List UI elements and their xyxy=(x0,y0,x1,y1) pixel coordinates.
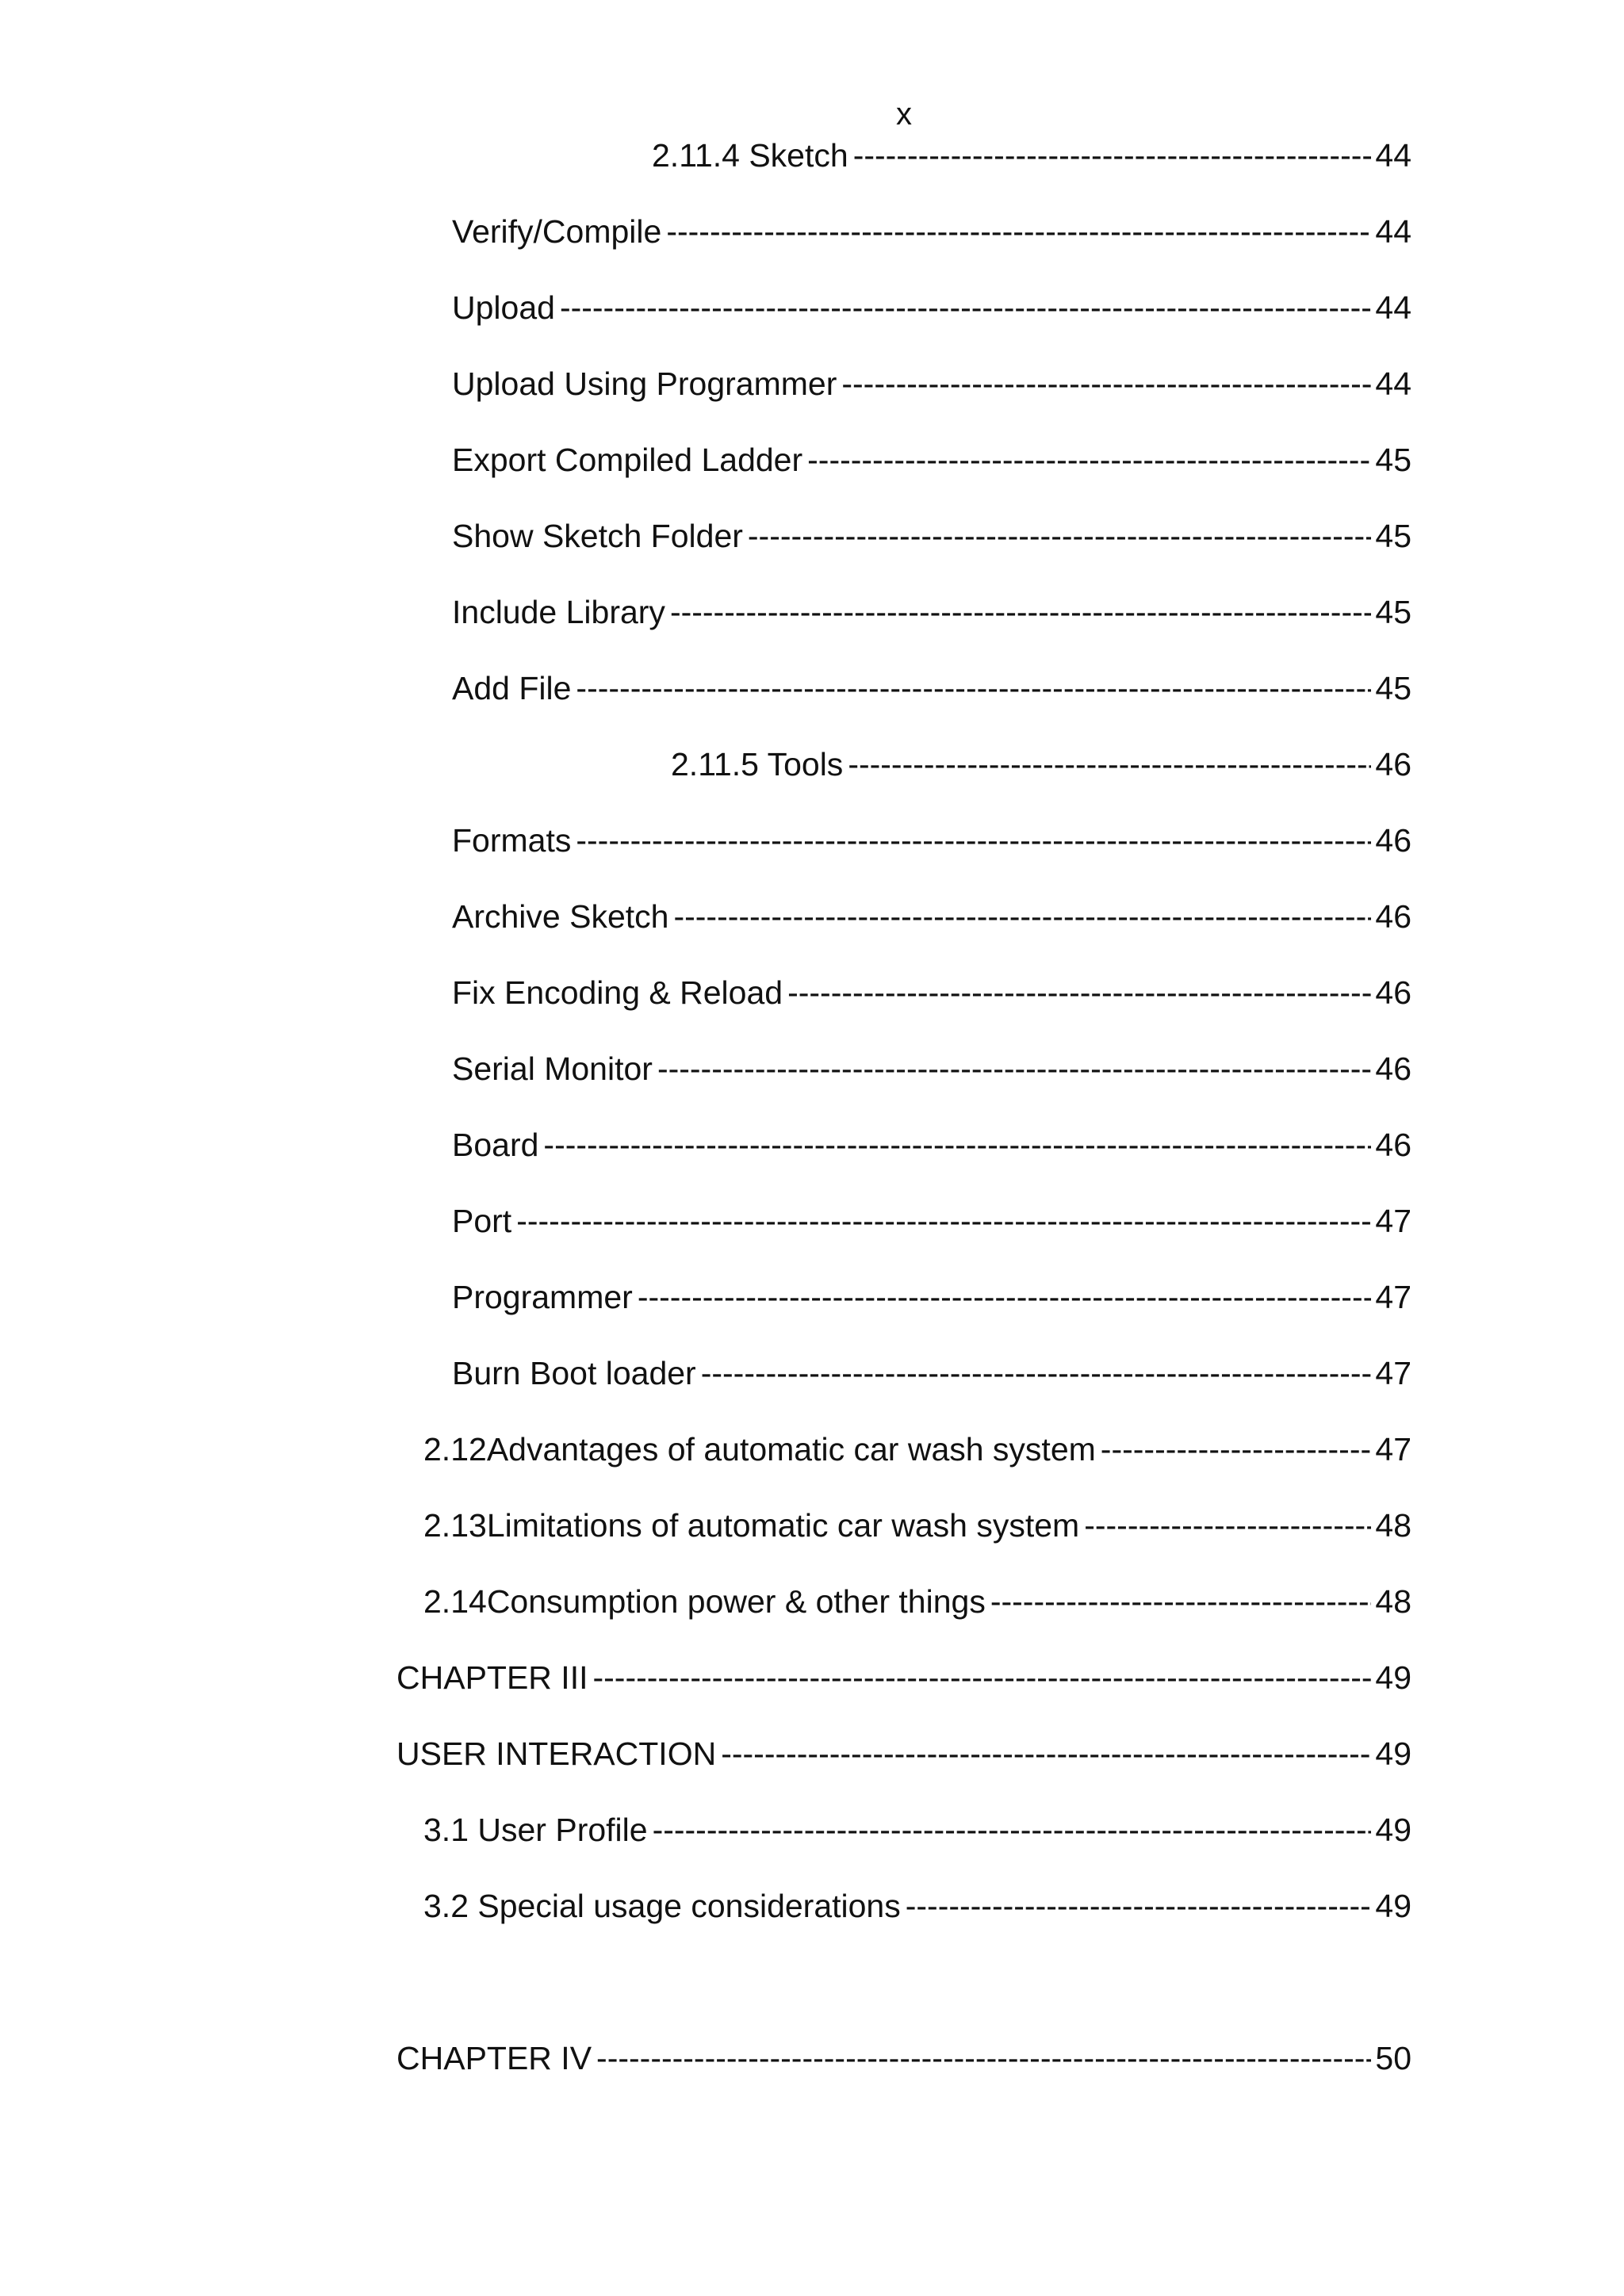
toc-entry xyxy=(396,1735,1411,1772)
toc-entry xyxy=(452,1050,1411,1087)
toc-entry-page: 45 xyxy=(1375,442,1411,478)
toc-entry-page: 46 xyxy=(1375,822,1411,859)
dot-leader xyxy=(670,596,1371,629)
dot-leader xyxy=(596,2042,1371,2075)
toc-entry-page: 49 xyxy=(1375,1812,1411,1848)
toc-entry-page: 46 xyxy=(1375,746,1411,783)
dot-leader xyxy=(576,672,1371,705)
toc-entry xyxy=(452,672,1411,705)
toc-entry-label: 3.2 Special usage considerations xyxy=(423,1888,901,1924)
toc-entry xyxy=(452,444,1411,476)
toc-entry-page: 46 xyxy=(1375,898,1411,935)
toc-entry xyxy=(423,1583,1411,1620)
dot-leader xyxy=(516,1205,1371,1238)
toc-entry-page: 45 xyxy=(1375,670,1411,706)
toc-entry xyxy=(452,1205,1411,1238)
toc-entry xyxy=(423,1433,1411,1466)
dot-leader xyxy=(807,444,1371,476)
dot-leader xyxy=(906,1890,1372,1923)
toc-entry-page: 44 xyxy=(1375,137,1411,174)
toc-entry xyxy=(396,1659,1411,1696)
dot-leader xyxy=(653,1814,1372,1846)
toc-entry-page: 48 xyxy=(1375,1583,1411,1620)
toc-entry-page: 50 xyxy=(1375,2040,1411,2076)
toc-entry-number: 2.12 xyxy=(423,1431,487,1468)
toc-entry-label: Board xyxy=(452,1127,539,1163)
toc-entry xyxy=(423,1890,1411,1923)
dot-leader xyxy=(848,748,1371,781)
toc-entry xyxy=(452,365,1411,402)
toc-entry-page: 46 xyxy=(1375,1127,1411,1163)
dot-leader xyxy=(673,901,1371,933)
toc-entry-label: Upload xyxy=(452,289,555,326)
toc-entry-label: 3.1 User Profile xyxy=(423,1812,648,1848)
toc-entry-page: 46 xyxy=(1375,1050,1411,1087)
dot-leader xyxy=(748,520,1371,553)
dot-leader xyxy=(576,825,1371,857)
toc-entry-page: 48 xyxy=(1375,1507,1411,1544)
dot-leader xyxy=(1084,1510,1371,1542)
toc-entry xyxy=(452,520,1411,553)
toc-entry xyxy=(396,2042,1411,2075)
toc-entry-page: 44 xyxy=(1375,213,1411,250)
dot-leader xyxy=(1101,1433,1372,1466)
toc-entry xyxy=(452,898,1411,935)
dot-leader xyxy=(560,292,1371,324)
toc-entry-label: CHAPTER IV xyxy=(396,2040,592,2076)
toc-entry-label: Programmer xyxy=(452,1279,633,1315)
toc-entry xyxy=(671,748,1411,781)
toc-entry-page: 49 xyxy=(1375,1735,1411,1772)
toc-entry-number: 2.13 xyxy=(423,1507,487,1544)
toc-entry-label: Fix Encoding & Reload xyxy=(452,974,783,1011)
toc-entry-label: Formats xyxy=(452,822,572,859)
toc-entry-label: Add File xyxy=(452,670,572,706)
toc-entry xyxy=(452,213,1411,250)
toc-entry xyxy=(423,1507,1411,1544)
toc-entry-page: 44 xyxy=(1375,365,1411,402)
dot-leader xyxy=(638,1281,1372,1314)
toc-entry-page: 49 xyxy=(1375,1659,1411,1696)
toc-entry-label: 2.11.4 Sketch xyxy=(652,137,848,174)
page-number: x xyxy=(896,97,912,132)
toc-entry-label: Serial Monitor xyxy=(452,1050,653,1087)
toc-entry xyxy=(452,1129,1411,1161)
toc-entry-label: Advantages of automatic car wash system xyxy=(486,1431,1096,1468)
dot-leader xyxy=(592,1662,1371,1694)
toc-entry xyxy=(452,289,1411,326)
toc-entry-page: 47 xyxy=(1375,1203,1411,1239)
toc-entry xyxy=(452,596,1411,629)
toc-entry-label: Verify/Compile xyxy=(452,213,662,250)
toc-entry xyxy=(452,1281,1411,1314)
toc-entry-label: Port xyxy=(452,1203,512,1239)
toc-entry-label: Burn Boot loader xyxy=(452,1355,696,1391)
dot-leader xyxy=(787,977,1371,1009)
toc-entry-page: 46 xyxy=(1375,974,1411,1011)
dot-leader xyxy=(666,216,1371,248)
toc-entry-page: 45 xyxy=(1375,594,1411,630)
toc-entry xyxy=(452,822,1411,859)
dot-leader xyxy=(990,1586,1372,1618)
dot-leader xyxy=(721,1738,1371,1770)
toc-entry xyxy=(452,1357,1411,1390)
toc-entry-label: Consumption power & other things xyxy=(486,1583,986,1620)
toc-entry-label: Export Compiled Ladder xyxy=(452,442,803,478)
dot-leader xyxy=(841,368,1371,400)
toc-entry xyxy=(452,974,1411,1011)
toc-entry-label: Archive Sketch xyxy=(452,898,669,935)
dot-leader xyxy=(543,1129,1371,1161)
toc-entry xyxy=(652,137,1411,174)
toc-entry-label: USER INTERACTION xyxy=(396,1735,717,1772)
dot-leader xyxy=(853,140,1372,172)
dot-leader xyxy=(701,1357,1372,1390)
toc-entry-page: 47 xyxy=(1375,1279,1411,1315)
toc-entry-page: 47 xyxy=(1375,1431,1411,1468)
toc-entry-page: 44 xyxy=(1375,289,1411,326)
toc-entry-page: 49 xyxy=(1375,1888,1411,1924)
toc-entry-label: Show Sketch Folder xyxy=(452,518,743,554)
toc-entry-label: Upload Using Programmer xyxy=(452,365,837,402)
dot-leader xyxy=(657,1053,1371,1085)
toc-entry-label: Include Library xyxy=(452,594,665,630)
toc-entry-label: CHAPTER III xyxy=(396,1659,588,1696)
toc-entry xyxy=(423,1814,1411,1846)
toc-entry-label: Limitations of automatic car wash system xyxy=(486,1507,1080,1544)
toc-entry-page: 47 xyxy=(1375,1355,1411,1391)
toc-entry-number: 2.14 xyxy=(423,1583,487,1620)
toc-entry-page: 45 xyxy=(1375,518,1411,554)
toc-entry-label: 2.11.5 Tools xyxy=(671,746,844,783)
